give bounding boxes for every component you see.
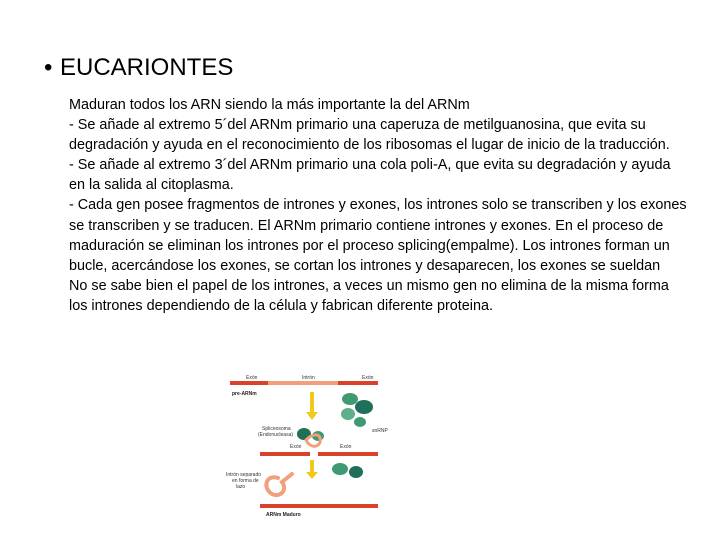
paragraph-polya: - Se añade al extremo 3´del ARNm primario una cola poli-A, que evita su degradación y ayuda en la salida al citoplasma. [69, 157, 671, 194]
exon-bar-mid-left [260, 452, 310, 456]
heading-bullet: • [44, 54, 53, 81]
label-top-exon-right: Exón [362, 375, 374, 381]
heading-text: EUCARIONTES [60, 54, 234, 81]
label-snrnp: snRNP [372, 428, 388, 434]
snrnp-blob-icon-2 [332, 463, 363, 478]
exon-bar-top-left [230, 381, 268, 385]
snrnp-blob-icon [341, 393, 373, 427]
label-mid-exon-left: Exón [290, 444, 302, 450]
label-top-exon-left: Exón [246, 375, 258, 381]
label-top-intron: Intrón [302, 375, 315, 381]
paragraph-introns-role: No se sabe bien el papel de los intrones, a veces un mismo gen no elimina de la misma forma los intrones dependiendo de la célula y fabrican diferente proteina. [69, 277, 669, 314]
intron-bar-top [268, 381, 338, 385]
paragraph-intro: Maduran todos los ARN siendo la más importante la del ARNm [69, 97, 470, 113]
label-spliceosome: Spliceosoma (Endonucleasa) [258, 426, 294, 438]
splicing-diagram [222, 374, 392, 522]
slide-heading [44, 52, 233, 84]
exon-bar-mid-right [318, 452, 378, 456]
splicing-diagram-svg [222, 374, 392, 522]
label-mid-exon-right: Exón [340, 444, 352, 450]
slide-body [69, 95, 689, 316]
yellow-arrow-icon-2 [306, 460, 318, 479]
paragraph-cap: - Se añade al extremo 5´del ARNm primario una caperuza de metilguanosina, que evita su degradación y ayuda en el reconocimiento de los ribosomas el lugar de inicio de la traducción. [69, 117, 670, 154]
label-intron-lariat: Intrón separado en forma de lazo [226, 472, 262, 490]
yellow-arrow-icon [306, 392, 318, 420]
exon-bar-bottom [260, 504, 378, 508]
intron-loop-icon [266, 474, 292, 495]
label-mature-arnm: ARNm Maduro [266, 512, 301, 518]
paragraph-splicing: - Cada gen posee fragmentos de intrones y exones, los intrones solo se transcriben y los exones se transcriben y se traducen. El ARNm primario contiene intrones y exones. En el proceso de maduración se eliminan los intrones por el proceso splicing(empalme). Los intrones forman un bucle, acercándose los exones, se cortan los intrones y desaparecen, los exones se sueldan [69, 197, 687, 274]
exon-bar-top-right [338, 381, 378, 385]
label-pre-arnm: pre-ARNm [232, 391, 257, 397]
